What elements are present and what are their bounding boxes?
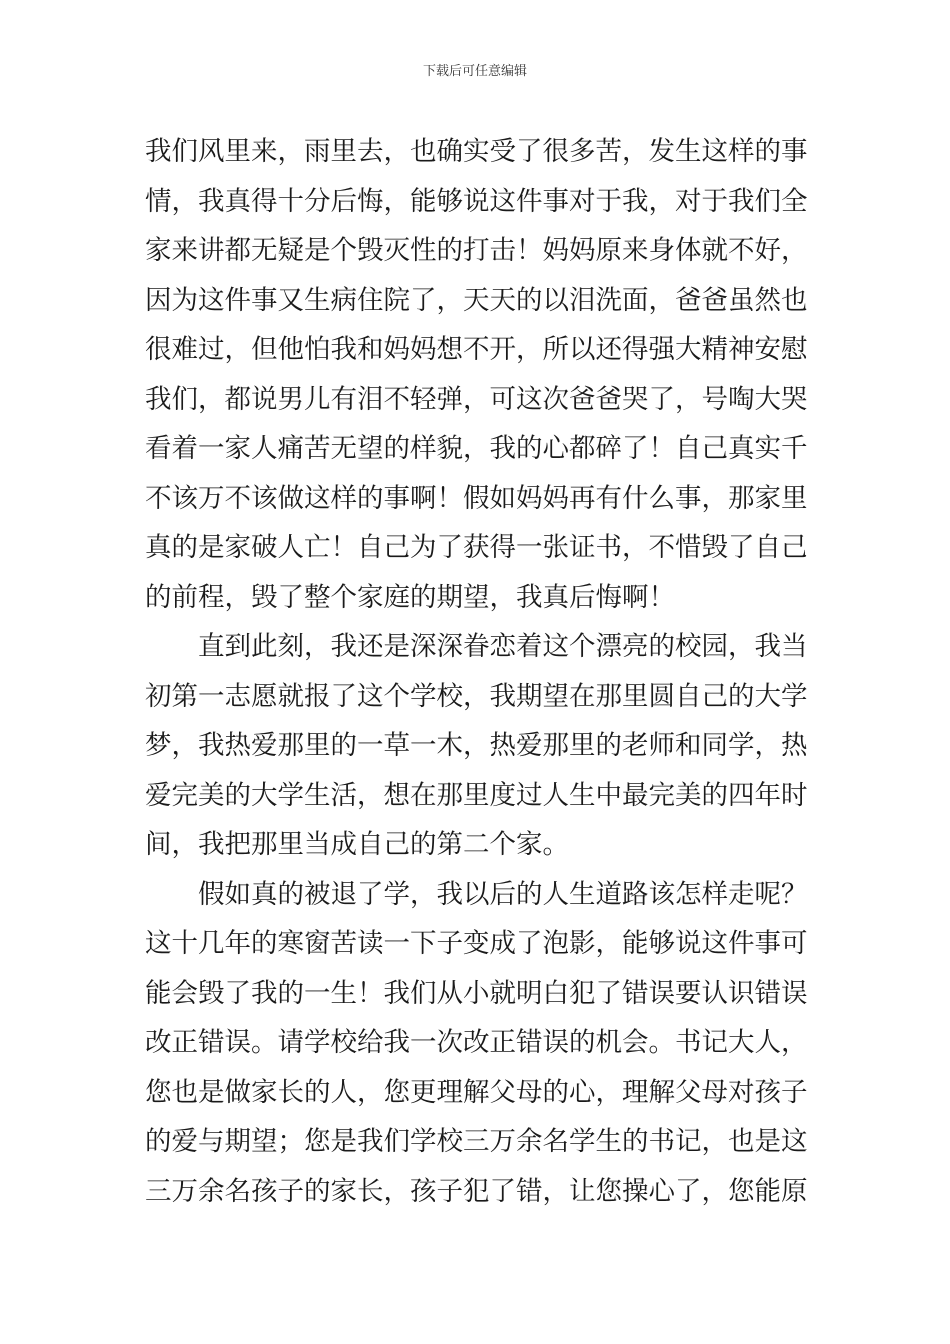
paragraph-first-line: 直到此刻，我还是深深眷恋着这个漂亮的校园，我当 — [198, 631, 808, 662]
text-line: 的前程，毁了整个家庭的期望，我真后悔啊！ — [145, 581, 675, 613]
text-line: 因为这件事又生病住院了，天天的以泪洗面，爸爸虽然也 — [145, 284, 808, 316]
text-line: 间，我把那里当成自己的第二个家。 — [145, 829, 569, 860]
text-line: 能会毁了我的一生！我们从小就明白犯了错误要认识错误 — [145, 977, 808, 1009]
text-line: 这十几年的寒窗苦读一下子变成了泡影，能够说这件事可 — [145, 928, 808, 959]
text-line: 初第一志愿就报了这个学校，我期望在那里圆自己的大学 — [145, 680, 808, 712]
text-line: 真的是家破人亡！自己为了获得一张证书，不惜毁了自己 — [145, 532, 808, 563]
text-line: 改正错误。请学校给我一次改正错误的机会。书记大人， — [145, 1027, 808, 1058]
paragraph-first-line: 假如真的被退了学，我以后的人生道路该怎样走呢？ — [198, 878, 808, 910]
text-line: 我们，都说男儿有泪不轻弹，可这次爸爸哭了，号啕大哭 — [145, 383, 808, 415]
text-line: 三万余名孩子的家长，孩子犯了错，让您操心了，您能原 — [145, 1175, 808, 1207]
text-line: 我们风里来，雨里去，也确实受了很多苦，发生这样的事 — [145, 136, 808, 167]
text-line: 爱完美的大学生活，想在那里度过人生中最完美的四年时 — [145, 779, 808, 811]
text-line: 梦，我热爱那里的一草一木，热爱那里的老师和同学，热 — [145, 730, 808, 761]
text-line: 情，我真得十分后悔，能够说这件事对于我，对于我们全 — [145, 185, 808, 217]
text-line: 的爱与期望；您是我们学校三万余名学生的书记，也是这 — [145, 1126, 808, 1157]
text-line: 您也是做家长的人，您更理解父母的心，理解父母对孩子 — [145, 1076, 808, 1108]
text-line: 很难过，但他怕我和妈妈想不开，所以还得强大精神安慰 — [145, 334, 808, 365]
text-line: 家来讲都无疑是个毁灭性的打击！妈妈原来身体就不好， — [145, 235, 808, 266]
page-header: 下载后可任意编辑 — [422, 64, 527, 79]
text-line: 不该万不该做这样的事啊！假如妈妈再有什么事，那家里 — [145, 482, 808, 514]
text-line: 看着一家人痛苦无望的样貌，我的心都碎了！自己真实千 — [145, 433, 808, 464]
